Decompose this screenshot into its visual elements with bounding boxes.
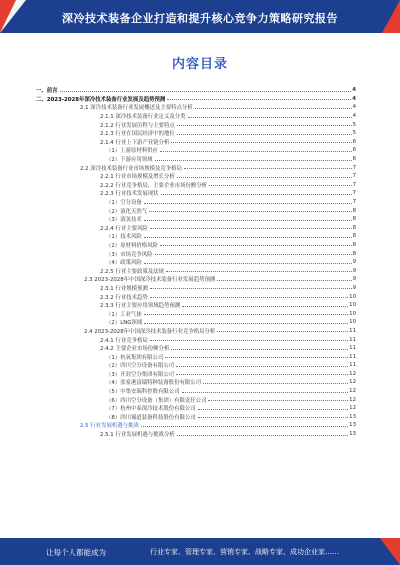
footer-slogan: 让每个人都能成为 (46, 548, 106, 557)
toc-page-number: 8 (352, 233, 356, 240)
toc-leader-dots (161, 194, 352, 195)
toc-entry-title: 2.2.5 行业主要政策及法规 (100, 268, 164, 275)
toc-page-number: 7 (352, 164, 356, 171)
toc-leader-dots (217, 280, 351, 281)
toc-entry-title: （7）杭州中泰深冷技术股份有限公司 (106, 406, 196, 413)
toc-entry-title: （5）中集安瑞科控股有限公司 (106, 389, 180, 396)
toc-page-number: 13 (349, 413, 356, 420)
toc-entry-title: 2.3.2 行业技术趋势 (100, 294, 148, 301)
toc-page-number: 10 (349, 310, 356, 317)
toc-entry[interactable] (36, 86, 356, 95)
toc-entry[interactable] (36, 361, 356, 370)
toc-entry-title: 2.2.4 行业主要风险 (100, 225, 148, 232)
toc-leader-dots (144, 263, 352, 264)
toc-entry-title: （4）张家港富瑞特种装备股份有限公司 (106, 380, 202, 387)
toc-leader-dots (150, 288, 352, 289)
toc-page-number: 7 (352, 181, 356, 188)
toc-entry-title: 2.2.2 行业竞争格局、主要企业市场份额分析 (100, 182, 208, 189)
toc-leader-dots (160, 151, 352, 152)
toc-entry-title: 2.4.2 主要企业市场份额分析 (100, 346, 170, 353)
toc-page-number: 11 (349, 336, 356, 343)
toc-entry-title: 2.5 行业发展机遇与挑战 (80, 423, 139, 430)
toc-entry-title: （6）四川空分设备（集团）有限责任公司 (106, 397, 207, 404)
toc-entry-title: （2）液化天然气 (106, 208, 148, 215)
toc-page-number: 8 (352, 241, 356, 248)
toc-entry-title: 2.1 深冷技术装备行业发展概述及主要特点分析 (80, 105, 193, 112)
toc-entry[interactable] (36, 103, 356, 112)
toc-entry[interactable] (36, 232, 356, 241)
toc-entry[interactable] (36, 215, 356, 224)
toc-entry[interactable] (36, 181, 356, 190)
toc-entry-title: 2.2.1 行业市场规模及增长分析 (100, 174, 175, 181)
toc-leader-dots (177, 125, 352, 126)
toc-entry-title: （4）政策风险 (106, 260, 142, 267)
toc-entry[interactable] (36, 301, 356, 310)
toc-page-number: 9 (352, 267, 356, 274)
toc-leader-dots (182, 392, 349, 393)
toc-entry[interactable] (36, 370, 356, 379)
toc-entry-title: 一、前言 (36, 88, 58, 95)
toc-entry-title: （2）下游应用领域 (106, 157, 153, 164)
toc-leader-dots (144, 220, 352, 221)
toc-entry-title: （2）原材料价格风险 (106, 242, 158, 249)
toc-leader-dots (217, 331, 348, 332)
toc-entry-title: 2.5.1 行业发展机遇与挑战分析 (100, 432, 175, 439)
toc-page-number: 10 (349, 302, 356, 309)
toc-leader-dots (198, 417, 348, 418)
toc-entry[interactable] (36, 352, 356, 361)
toc-page-number: 6 (352, 156, 356, 163)
toc-entry-title: （1）技术风险 (106, 234, 142, 241)
toc-leader-dots (171, 349, 348, 350)
toc-page-number: 9 (352, 276, 356, 283)
toc-leader-dots (198, 409, 348, 410)
toc-heading: 内容目录 (171, 57, 228, 72)
toc-entry[interactable] (36, 344, 356, 353)
toc-leader-dots (177, 177, 352, 178)
toc-entry[interactable] (36, 387, 356, 396)
footer-decoration (380, 538, 400, 565)
toc-page-number: 10 (349, 293, 356, 300)
toc-page-number: 12 (349, 370, 356, 377)
toc-entry[interactable] (36, 112, 356, 121)
toc-entry[interactable] (36, 155, 356, 164)
toc-entry-title: 2.3 2023-2028年中国深冷技术装备行业发展趋势预测 (84, 277, 216, 284)
footer-tagline: 行业专家、管理专家、营销专家、战略专家、成功企业家…… (150, 548, 339, 556)
toc-page-number: 11 (349, 345, 356, 352)
toc-entry[interactable] (36, 120, 356, 129)
toc-leader-dots (188, 117, 352, 118)
toc-page-number: 12 (349, 405, 356, 412)
toc-entry-title: （3）市场竞争风险 (106, 251, 153, 258)
toc-leader-dots (144, 203, 352, 204)
toc-leader-dots (155, 254, 352, 255)
toc-entry-title: （2）四川空分设备有限公司 (106, 363, 175, 370)
toc-leader-dots (141, 426, 348, 427)
toc-entry-title: （8）四川蜀道装备科技股份有限公司 (106, 414, 196, 421)
toc-page-number: 13 (349, 422, 356, 429)
toc-entry-title: 2.2.3 行业技术发展现状 (100, 191, 159, 198)
toc-entry[interactable] (36, 292, 356, 301)
toc-entry-title: 2.1.2 行业发展历程与主要特点 (100, 122, 175, 129)
toc-leader-dots (60, 91, 352, 92)
toc-leader-dots (208, 400, 348, 401)
toc-page-number: 12 (349, 388, 356, 395)
toc-page-number: 7 (352, 199, 356, 206)
toc-entry[interactable] (36, 395, 356, 404)
toc-leader-dots (149, 211, 351, 212)
toc-leader-dots (177, 435, 348, 436)
toc-leader-dots (167, 99, 351, 100)
toc-entry[interactable] (36, 138, 356, 147)
toc-page-number: 9 (352, 284, 356, 291)
toc-page-number: 4 (352, 113, 356, 120)
toc-leader-dots (144, 314, 348, 315)
toc-page-number: 6 (352, 147, 356, 154)
toc-leader-dots (155, 160, 352, 161)
toc-page-number: 13 (349, 431, 356, 438)
page-footer (0, 538, 400, 565)
toc-entry[interactable] (36, 163, 356, 172)
toc-entry-title: 2.4.1 行业竞争格局 (100, 337, 148, 344)
toc-entry[interactable] (36, 378, 356, 387)
toc-entry[interactable] (36, 172, 356, 181)
toc-page-number: 8 (352, 216, 356, 223)
toc-entry[interactable] (36, 189, 356, 198)
toc-leader-dots (182, 306, 348, 307)
toc-leader-dots (150, 228, 352, 229)
toc-page-number: 11 (349, 353, 356, 360)
toc-entry-title: （1）空分设备 (106, 200, 142, 207)
toc-page-number: 7 (352, 190, 356, 197)
page-header (0, 0, 400, 33)
toc-entry[interactable] (36, 146, 356, 155)
toc-page-number: 6 (352, 138, 356, 145)
toc-leader-dots (144, 323, 348, 324)
toc-entry-title: 2.3.1 行业规模预测 (100, 285, 148, 292)
toc-entry[interactable] (36, 421, 356, 430)
toc-leader-dots (166, 271, 352, 272)
toc-entry-title: 2.1.3 行业在国民经济中的地位 (100, 131, 175, 138)
toc-entry[interactable] (36, 430, 356, 439)
toc-entry-title: （1）杭氧集团有限公司 (106, 354, 164, 361)
toc-entry[interactable] (36, 335, 356, 344)
toc-entry-title: （3）开封空分集团有限公司 (106, 371, 175, 378)
toc-page-number: 4 (352, 87, 356, 94)
toc-leader-dots (171, 142, 351, 143)
toc-leader-dots (176, 366, 348, 367)
toc-entry[interactable] (36, 318, 356, 327)
toc-page-number: 4 (352, 104, 356, 111)
toc-entry[interactable] (36, 249, 356, 258)
toc-leader-dots (144, 237, 352, 238)
toc-entry-title: 2.4 2023-2028年中国深冷技术装备行业竞争格局分析 (84, 328, 216, 335)
toc-page-number: 4 (352, 95, 356, 102)
toc-page-number: 8 (352, 250, 356, 257)
toc-page-number: 9 (352, 259, 356, 266)
toc-entry[interactable] (36, 309, 356, 318)
toc-entry[interactable] (36, 95, 356, 104)
toc-page-number: 7 (352, 173, 356, 180)
toc-entry[interactable] (36, 224, 356, 233)
report-title: 深冷技术装备企业打造和提升核心竞争力策略研究报告 (62, 12, 338, 25)
toc-entry-title: 2.1.4 行业上下游产业链分析 (100, 139, 170, 146)
toc-entry-title: （3）液氢技术 (106, 217, 142, 224)
toc-entry-title: 2.3.3 行业主要应用领域趋势预测 (100, 303, 181, 310)
toc-entry-title: （1）工业气体 (106, 311, 142, 318)
toc-page-number: 11 (349, 362, 356, 369)
toc-entry-title: 二、2023-2028年深冷技术装备行业发展及趋势预测 (36, 96, 166, 103)
toc-entry[interactable] (36, 266, 356, 275)
toc-page-number: 12 (349, 396, 356, 403)
toc-entry[interactable] (36, 275, 356, 284)
toc-entry[interactable] (36, 198, 356, 207)
toc-page-number: 8 (352, 207, 356, 214)
toc-entry-title: （1）上游原材料供应 (106, 148, 158, 155)
toc-entry[interactable] (36, 258, 356, 267)
toc-entry[interactable] (36, 413, 356, 422)
toc-entry-title: 2.2 深冷技术装备行业市场规模及竞争格局 (80, 165, 182, 172)
toc-entry[interactable] (36, 327, 356, 336)
toc-entry-title: 2.1.1 深冷技术装备行业定义及分类 (100, 114, 186, 121)
toc-leader-dots (160, 245, 352, 246)
toc-entry[interactable] (36, 206, 356, 215)
toc-leader-dots (150, 297, 348, 298)
toc-page-number: 8 (352, 224, 356, 231)
toc-leader-dots (195, 108, 352, 109)
toc-entry-title: （2）LNG领域 (106, 320, 143, 327)
toc-entry[interactable] (36, 284, 356, 293)
toc-page-number: 12 (349, 379, 356, 386)
toc-page-number: 5 (352, 130, 356, 137)
toc-leader-dots (203, 383, 348, 384)
toc-leader-dots (209, 185, 351, 186)
toc-page-number: 5 (352, 121, 356, 128)
toc-page-number: 11 (349, 327, 356, 334)
toc-entry[interactable] (36, 241, 356, 250)
toc-leader-dots (176, 374, 348, 375)
toc-leader-dots (177, 134, 352, 135)
toc-leader-dots (150, 340, 348, 341)
toc-page-number: 10 (349, 319, 356, 326)
table-of-contents (36, 86, 356, 438)
toc-leader-dots (165, 357, 348, 358)
toc-entry[interactable] (36, 129, 356, 138)
toc-entry[interactable] (36, 404, 356, 413)
toc-leader-dots (184, 168, 352, 169)
